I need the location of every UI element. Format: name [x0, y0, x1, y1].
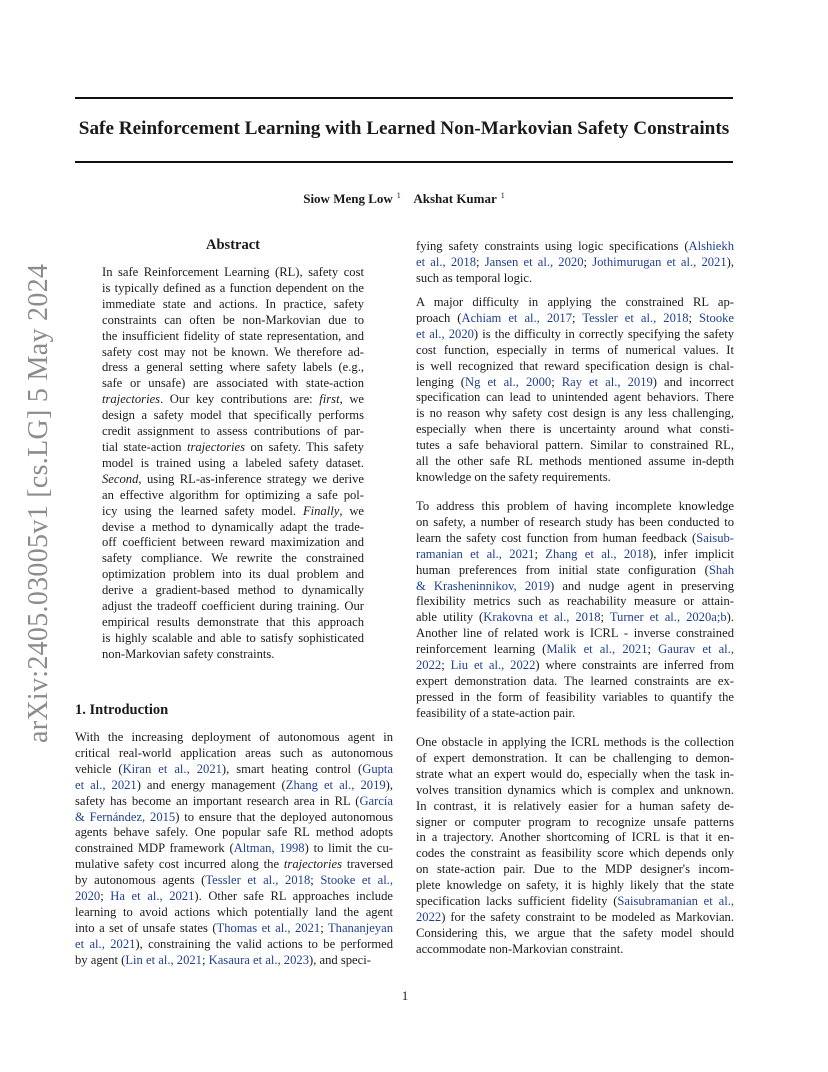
text-line: learning to avoid actions which potentially land the agent — [75, 904, 393, 919]
citation-link[interactable]: Saisubramanian et al., — [617, 894, 734, 909]
text-line: adjust the tradeoff coefficient during training. Our — [102, 599, 364, 614]
text-line: is well recognized that reward specification design is chal- — [416, 358, 734, 373]
citation-link[interactable]: García — [359, 793, 393, 808]
text-line: ramanian et al., 2021; Zhang et al., 2018), infer implicit — [416, 546, 735, 561]
text-line: off coefficient between reward maximization and — [102, 535, 364, 550]
text-line: all the other safe RL methods mentioned assume in-depth — [416, 454, 734, 469]
citation-link[interactable]: Ha et al., 2021 — [110, 889, 195, 904]
text-line: in a trajectory. Another shortcoming of ICRL is that it en- — [416, 830, 734, 845]
text-line: et al., 2020) is the difficulty in correctly specifying the safety — [416, 326, 734, 341]
text-line: safety cost may not be known. We therefore ad- — [102, 344, 364, 359]
text-line: specification can lead to unintended agent behaviors. There — [416, 390, 734, 405]
text-line: into a set of unsafe states (Thomas et al., 2021; Thananjeyan — [75, 920, 393, 935]
text-line: by autonomous agents (Tessler et al., 2018; Stooke et al., — [75, 873, 393, 888]
text-line: plete knowledge on safety, it is highly likely that the state — [416, 878, 734, 893]
citation-link[interactable]: Tessler et al., 2018 — [582, 310, 689, 325]
intro-paragraph-1 — [75, 730, 393, 969]
text-line: learn the safety cost function from human feedback (Saisub- — [416, 530, 734, 545]
text-line: icy using the learned safety model. Finally, we — [102, 503, 364, 518]
text-line: vehicle (Kiran et al., 2021), smart heating control (Gupta — [75, 761, 393, 776]
text-line: derive a gradient-based method to dynamically — [102, 583, 364, 598]
text-line: Second, using RL-as-inference strategy we derive — [102, 471, 364, 486]
text-line: credit assignment to assess contributions of par- — [102, 424, 364, 439]
text-line: One obstacle in applying the ICRL methods is the collection — [416, 735, 734, 749]
citation-link[interactable]: Kiran et al., 2021 — [122, 761, 222, 776]
text-line: critical real-world application areas such as autonomous — [75, 745, 393, 760]
citation-link[interactable]: Kasaura et al., 2023 — [208, 952, 309, 967]
citation-link[interactable]: Tessler et al., 2018 — [205, 873, 311, 888]
text-line: et al., 2021) and energy management (Zhang et al., 2019), — [75, 777, 394, 792]
text-line: Another line of related work is ICRL - inverse constrained — [416, 626, 734, 641]
citation-link[interactable]: 2022 — [416, 658, 442, 673]
text-line: design a safety model that specifically performs — [102, 408, 364, 423]
text-line: flexibility metrics such as reachability measure or attain- — [416, 594, 734, 609]
text-line: A major difficulty in applying the constrained RL ap- — [416, 295, 734, 309]
text-line: constraints can often be non-Markovian due to — [102, 312, 364, 327]
section-heading-introduction: 1. Introduction — [75, 702, 169, 718]
paper-title: Safe Reinforcement Learning with Learned Non-Markovian Safety Constraints — [78, 118, 730, 139]
text-line: non-Markovian safety constraints. — [102, 646, 275, 661]
citation-link[interactable]: & Fernández, 2015 — [75, 809, 176, 824]
title-rule-bottom — [75, 161, 733, 163]
author-name: Akshat Kumar — [413, 191, 497, 206]
text-line: is no reason why safety cost design is any less challenging, — [416, 406, 734, 421]
text-line: safety compliance. We rewrite the constrained — [102, 551, 364, 566]
text-line: mulative safety cost incurred along the trajectories traversed — [75, 857, 393, 872]
text-line: et al., 2018; Jansen et al., 2020; Jothimurugan et al., 2021), — [416, 254, 734, 269]
author-name: Siow Meng Low — [303, 191, 393, 206]
citation-link[interactable]: 2022 — [416, 909, 442, 924]
text-line: et al., 2021), constraining the valid actions to be performed — [75, 936, 393, 951]
citation-link[interactable]: et al., 2021 — [75, 936, 136, 951]
citation-link[interactable]: Ray et al., 2019 — [561, 374, 653, 389]
abstract-body — [102, 265, 364, 663]
text-line: strate what an expert would do, especially when the task in- — [416, 766, 734, 781]
citation-link[interactable]: Lin et al., 2021 — [125, 952, 202, 967]
citation-link[interactable]: Ng et al., 2000 — [465, 374, 552, 389]
citation-link[interactable]: Zhang et al., 2019 — [285, 777, 386, 792]
text-line: & Fernández, 2015) to ensure that the deployed autonomous — [75, 809, 393, 824]
citation-link[interactable]: Alshiekh — [688, 239, 734, 253]
text-line: optimization problem into its dual problem and — [102, 567, 364, 582]
citation-link[interactable]: Shah — [708, 562, 734, 577]
text-line: such as temporal logic. — [416, 270, 533, 285]
citation-link[interactable]: Gupta — [362, 761, 393, 776]
text-line: on safety, a number of research study has been conducted to — [416, 514, 734, 529]
citation-link[interactable]: et al., 2018 — [416, 254, 477, 269]
citation-link[interactable]: & Krasheninnikov, 2019 — [416, 578, 551, 593]
text-line: 2022) for the safety constraint to be modeled as Markovian. — [416, 909, 734, 924]
text-line: on state-action pair. Due to the MDP designer's incom- — [416, 862, 734, 877]
text-line: reinforcement learning (Malik et al., 2021; Gaurav et al., — [416, 642, 734, 657]
author-list — [60, 191, 748, 207]
text-line: safe or unsafe) are associated with state-action — [102, 376, 364, 391]
text-line: pressed in the form of feasibility variables to quantify the — [416, 689, 734, 704]
text-line: devise a method to dynamically adapt the trade- — [102, 519, 364, 534]
citation-link[interactable]: 2020 — [75, 889, 101, 904]
text-line: dress a general setting where safety labels (e.g., — [102, 360, 364, 375]
citation-link[interactable]: Jothimurugan et al., 2021 — [592, 254, 727, 269]
text-line: by agent (Lin et al., 2021; Kasaura et al., 2023), and speci- — [75, 952, 371, 967]
text-line: is typically defined as a function dependent on the — [102, 280, 364, 295]
citation-link[interactable]: Turner et al., 2020a;b — [609, 610, 727, 625]
text-line: 2020; Ha et al., 2021). Other safe RL approaches include — [75, 889, 393, 904]
text-line: tutes a safe behavioral pattern. Similar to constrained RL, — [416, 438, 734, 453]
text-line: 2022; Liu et al., 2022) where constraints are inferred from — [416, 658, 734, 673]
citation-link[interactable]: Altman, 1998 — [233, 841, 305, 856]
title-rule-top — [75, 97, 733, 99]
citation-link[interactable]: Stooke — [699, 310, 734, 325]
right-paragraph-4 — [416, 735, 734, 958]
text-line: lenging (Ng et al., 2000; Ray et al., 2019) and incorrect — [416, 374, 734, 389]
text-line: feasibility of a state-action pair. — [416, 705, 576, 720]
citation-link[interactable]: Gaurav et al., — [658, 642, 734, 657]
citation-link[interactable]: Thomas et al., 2021 — [216, 920, 321, 935]
right-paragraph-2 — [416, 295, 734, 486]
citation-link[interactable]: Malik et al., 2021 — [546, 642, 648, 657]
citation-link[interactable]: et al., 2021 — [75, 777, 137, 792]
text-line: model is trained using a labeled safety dataset. — [102, 455, 364, 470]
text-line: trajectories. Our key contributions are: first, we — [102, 392, 364, 407]
text-line: constrained MDP framework (Altman, 1998) to limit the cu- — [75, 841, 393, 856]
text-line: expert demonstration data. The learned constraints are ex- — [416, 673, 734, 688]
text-line: To address this problem of having incomplete knowledge — [416, 499, 734, 513]
citation-link[interactable]: Krakovna et al., 2018 — [483, 610, 601, 625]
text-line: In safe Reinforcement Learning (RL), safety cost — [102, 265, 364, 279]
text-line: knowledge on the safety requirements. — [416, 469, 611, 484]
text-line: especially when there is uncertainty around what consti- — [416, 422, 734, 437]
citation-link[interactable]: ramanian et al., 2021 — [416, 546, 535, 561]
text-line: agents behave safely. One popular safe RL method adopts — [75, 825, 393, 840]
text-line: able utility (Krakovna et al., 2018; Turner et al., 2020a;b). — [416, 610, 734, 625]
text-line: & Krasheninnikov, 2019) and nudge agent in preserving — [416, 578, 735, 593]
abstract-heading: Abstract — [206, 237, 260, 253]
text-line: empirical results demonstrate that this approach — [102, 614, 364, 629]
text-line: accommodate non-Markovian constraint. — [416, 941, 624, 956]
text-line: tial state-action trajectories on safety. This safety — [102, 439, 364, 454]
text-line: human preferences from initial state configuration (Shah — [416, 562, 734, 577]
citation-link[interactable]: Liu et al., 2022 — [450, 658, 536, 673]
citation-link[interactable]: Jansen et al., 2020 — [484, 254, 584, 269]
text-line: codes the constraint as feasibility score which depends only — [416, 846, 734, 861]
citation-link[interactable]: Zhang et al., 2018 — [545, 546, 650, 561]
arxiv-stamp: arXiv:2405.03005v1 [cs.LG] 5 May 2024 — [23, 263, 54, 743]
text-line: proach (Achiam et al., 2017; Tessler et al., 2018; Stooke — [416, 310, 734, 325]
page-number: 1 — [401, 989, 409, 1003]
right-paragraph-3 — [416, 499, 734, 722]
citation-link[interactable]: et al., 2020 — [416, 326, 474, 341]
text-line: In contrast, it is relatively easier for a human safety de- — [416, 798, 734, 813]
text-line: fying safety constraints using logic specifications (Alshiekh — [416, 239, 734, 253]
citation-link[interactable]: Achiam et al., 2017 — [461, 310, 573, 325]
citation-link[interactable]: Stooke et al., — [320, 873, 393, 888]
text-line: specification lacks sufficient fidelity (Saisubramanian et al., — [416, 894, 734, 909]
text-line: signer or computer program to recognize unsafe patterns — [416, 814, 734, 829]
citation-link[interactable]: Thananjeyan — [327, 920, 393, 935]
text-line: immediate state and actions. In practice, safety — [102, 296, 364, 311]
right-paragraph-1 — [416, 239, 734, 287]
text-line: safety has become an important research area in RL (García — [75, 793, 393, 808]
text-line: the insufficient fidelity of state representation, and — [102, 328, 364, 343]
citation-link[interactable]: Saisub- — [696, 530, 734, 545]
text-line: volves transition dynamics which is complex and unknown. — [416, 782, 734, 797]
text-line: cost function, especially in terms of numerical values. It — [416, 342, 734, 357]
text-line: Considering this, we argue that the safety model should — [416, 925, 734, 940]
affiliation-mark: 1 — [500, 191, 505, 200]
text-line: is highly scalable and able to satisfy sophisticated — [102, 630, 364, 645]
text-line: an effective algorithm for optimizing a safe pol- — [102, 487, 364, 502]
affiliation-mark: 1 — [396, 191, 401, 200]
text-line: of expert demonstration. It can be challenging to demon- — [416, 750, 734, 765]
text-line: With the increasing deployment of autonomous agent in — [75, 730, 393, 744]
